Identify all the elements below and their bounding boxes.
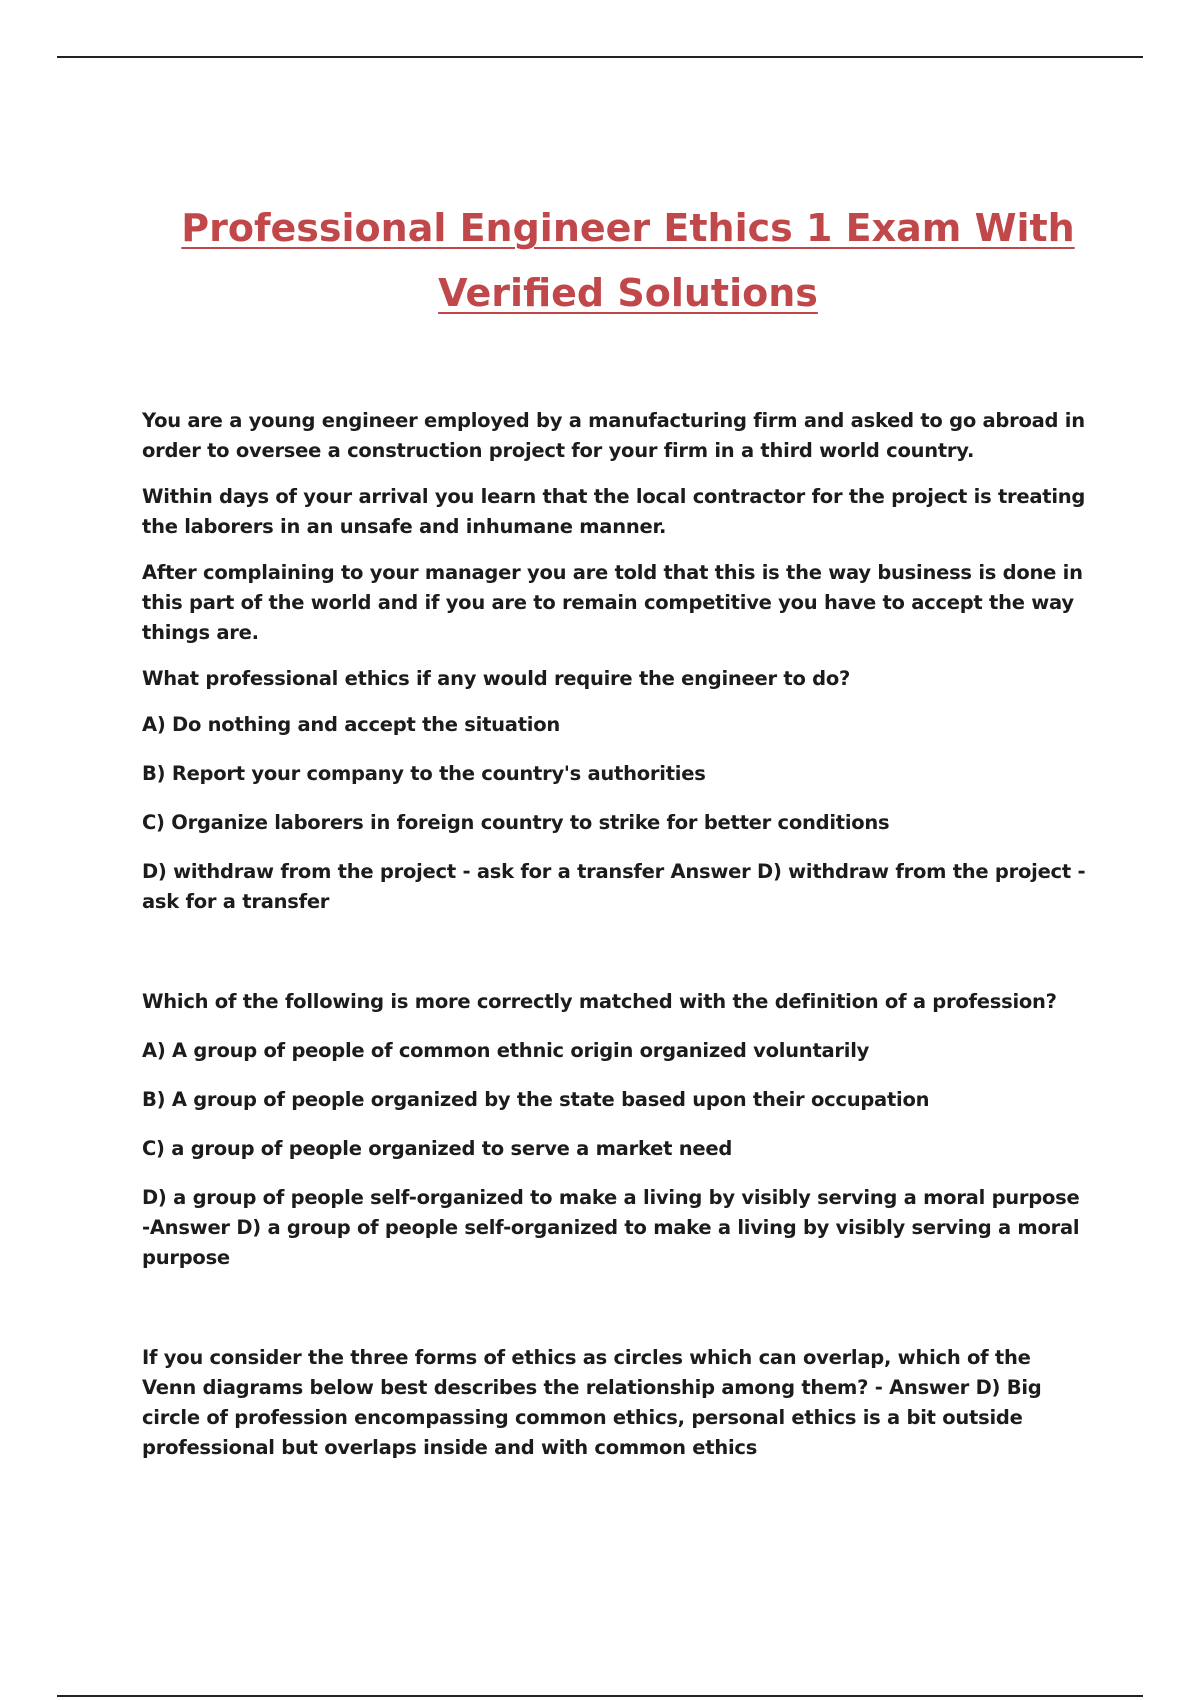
top-rule [57,56,1143,58]
question-1-paragraph-1: You are a young engineer employed by a manufacturing firm and asked to go abroad in order to oversee a construction project for your firm in a third world country. [142,409,1085,462]
question-2-option-b: B) A group of people organized by the state based upon their occupation [142,1088,930,1111]
question-1 [142,406,1087,917]
question-2-prompt: Which of the following is more correctly matched with the definition of a profession? [142,990,1057,1013]
question-1-paragraph-2: Within days of your arrival you learn that the local contractor for the project is treating the laborers in an unsafe and inhumane manner. [142,485,1086,538]
question-2-option-c: C) a group of people organized to serve a market need [142,1137,733,1160]
question-1-option-c: C) Organize laborers in foreign country to strike for better conditions [142,811,890,834]
question-3-prompt-answer: If you consider the three forms of ethics as circles which can overlap, which of the Venn diagrams below best describes the relationship among them? - Answer D) Big circle of profession encompassing common ethics, personal ethics is a bit outside professional but overlaps inside and with common ethics [142,1346,1042,1459]
question-2-option-d-answer: D) a group of people self-organized to make a living by visibly serving a moral purpose -Answer D) a group of people self-organized to make a living by visibly serving a moral purpose [142,1186,1080,1269]
bottom-rule [57,1695,1143,1697]
question-1-paragraph-3: After complaining to your manager you are told that this is the way business is done in this part of the world and if you are to remain competitive you have to accept the way things are. [142,561,1083,644]
document-page [142,196,1087,1479]
question-1-option-d-answer: D) withdraw from the project - ask for a transfer Answer D) withdraw from the project - ask for a transfer [142,860,1086,913]
document-title [155,196,1101,326]
question-1-option-b: B) Report your company to the country's authorities [142,762,706,785]
question-2-option-a: A) A group of people of common ethnic origin organized voluntarily [142,1039,870,1062]
question-1-prompt: What professional ethics if any would require the engineer to do? [142,667,851,690]
question-1-option-a: A) Do nothing and accept the situation [142,713,560,736]
question-3 [142,1343,1087,1463]
title-line-1: Professional Engineer Ethics 1 Exam With [181,206,1075,250]
question-2 [142,987,1087,1273]
title-line-2: Verified Solutions [438,271,818,315]
